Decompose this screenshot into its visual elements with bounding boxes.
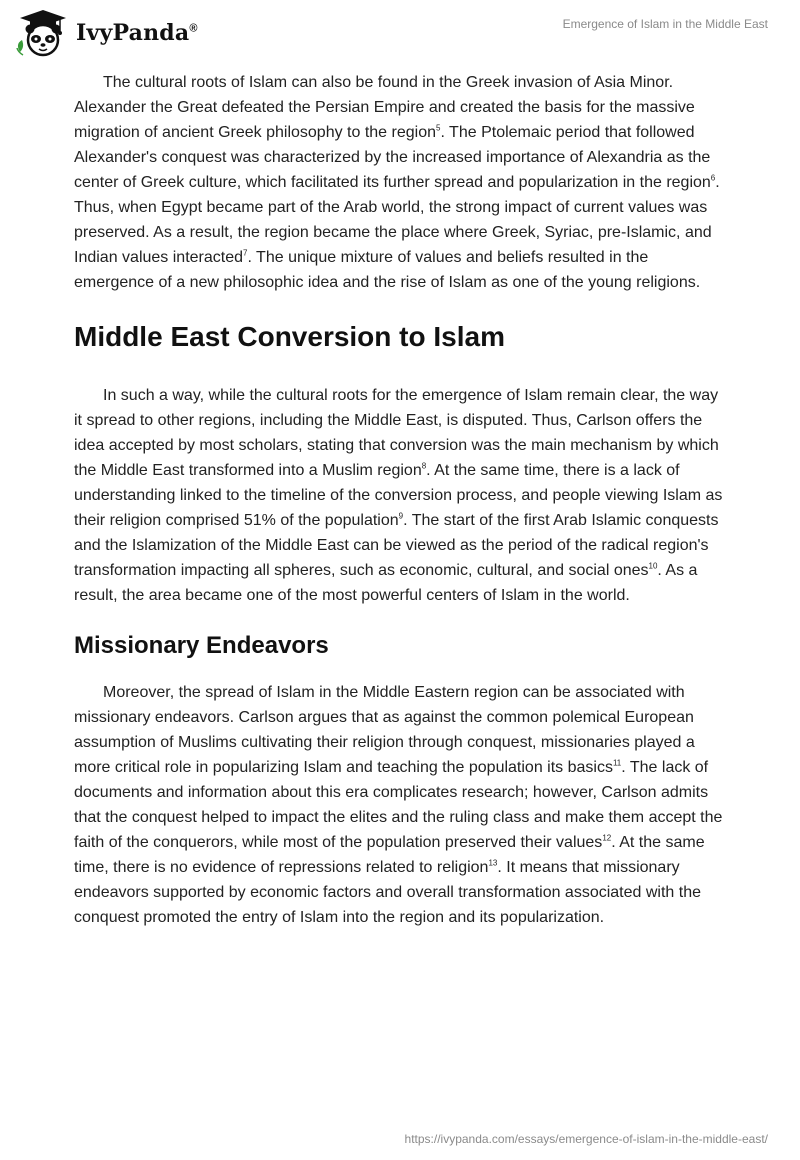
footnote-ref[interactable]: 10 bbox=[648, 561, 658, 571]
paragraph-text: . At the same time, there is no evidence of repressions related to religion bbox=[74, 834, 705, 876]
paragraph-text: In such a way, while the cultural roots for the emergence of Islam remain clear, the way it spread to other regions, including the Middle East, is disputed. Thus, Carlson offers the idea accepted by most scholars, stating that conversion was the main mechanism by which the Middle East transformed into a Muslim region bbox=[74, 387, 719, 479]
paragraph-text: . The lack of documents and information about this era complicates research; however, Carlson admits that the conquest helped to impact the elites and the ruling class and make them accept the faith of the conquerors, while most of the population preserved their values bbox=[74, 759, 723, 851]
paragraph-text: The cultural roots of Islam can also be found in the Greek invasion of Asia Minor. Alexander the Great defeated the Persian Empire and created the basis for the massive migration of ancient Greek philosophy to the region bbox=[74, 74, 695, 141]
footnote-ref[interactable]: 5 bbox=[436, 123, 441, 133]
paragraph-text: . The start of the first Arab Islamic conquests and the Islamization of the Middle East can be viewed as the period of the radical region's transformation impacting all spheres, such as economic, cultural, and social ones bbox=[74, 512, 719, 579]
paragraph-text: . The Ptolemaic period that followed Alexander's conquest was characterized by the increased importance of Alexandria as the center of Greek culture, which facilitated its further spread and popularization in the region bbox=[74, 124, 711, 191]
paragraph-text: . At the same time, there is a lack of understanding linked to the timeline of the conversion process, and people viewing Islam as their religion comprised 51% of the population bbox=[74, 462, 723, 529]
panda-graduate-icon bbox=[14, 8, 72, 58]
page-header bbox=[0, 0, 800, 62]
footnote-ref[interactable]: 8 bbox=[421, 461, 427, 471]
footnote-ref[interactable]: 7 bbox=[243, 248, 248, 258]
footnote-ref[interactable]: 11 bbox=[612, 758, 622, 768]
source-url[interactable]: https://ivypanda.com/essays/emergence-of-islam-in-the-middle-east/ bbox=[404, 1132, 768, 1146]
brand-name: IvyPanda® bbox=[76, 20, 198, 46]
body-paragraph bbox=[74, 70, 726, 295]
section-heading: Missionary Endeavors bbox=[74, 632, 329, 659]
essay-body bbox=[74, 70, 726, 930]
footnote-ref[interactable]: 12 bbox=[602, 833, 612, 843]
ivypanda-logo[interactable] bbox=[14, 8, 198, 58]
paragraph-text: . Thus, when Egypt became part of the Arab world, the strong impact of current values was preserved. As a result, the region became the place where Greek, Syriac, pre-Islamic, and Indian values interacted bbox=[74, 174, 720, 266]
paragraph-text: . It means that missionary endeavors supported by economic factors and overall transformation associated with the conquest promoted the entry of Islam into the region and its popularization. bbox=[74, 859, 702, 926]
footnote-ref[interactable]: 9 bbox=[398, 511, 404, 521]
paragraph-text: . The unique mixture of values and beliefs resulted in the emergence of a new philosophic idea and the rise of Islam as one of the young religions. bbox=[74, 249, 701, 291]
body-paragraph bbox=[74, 680, 726, 930]
section-heading: Middle East Conversion to Islam bbox=[74, 321, 505, 352]
footnote-ref[interactable]: 6 bbox=[710, 173, 716, 183]
document-title: Emergence of Islam in the Middle East bbox=[562, 17, 768, 31]
body-paragraph bbox=[74, 383, 726, 608]
footnote-ref[interactable]: 13 bbox=[488, 858, 498, 868]
paragraph-text: Moreover, the spread of Islam in the Middle Eastern region can be associated with missionary endeavors. Carlson argues that as against the common polemical European assumption of Muslims cultivating their religion through conquest, missionaries played a more critical role in popularizing Islam and teaching the population its basics bbox=[74, 684, 695, 776]
paragraph-text: . As a result, the area became one of the most powerful centers of Islam in the world. bbox=[74, 562, 698, 604]
